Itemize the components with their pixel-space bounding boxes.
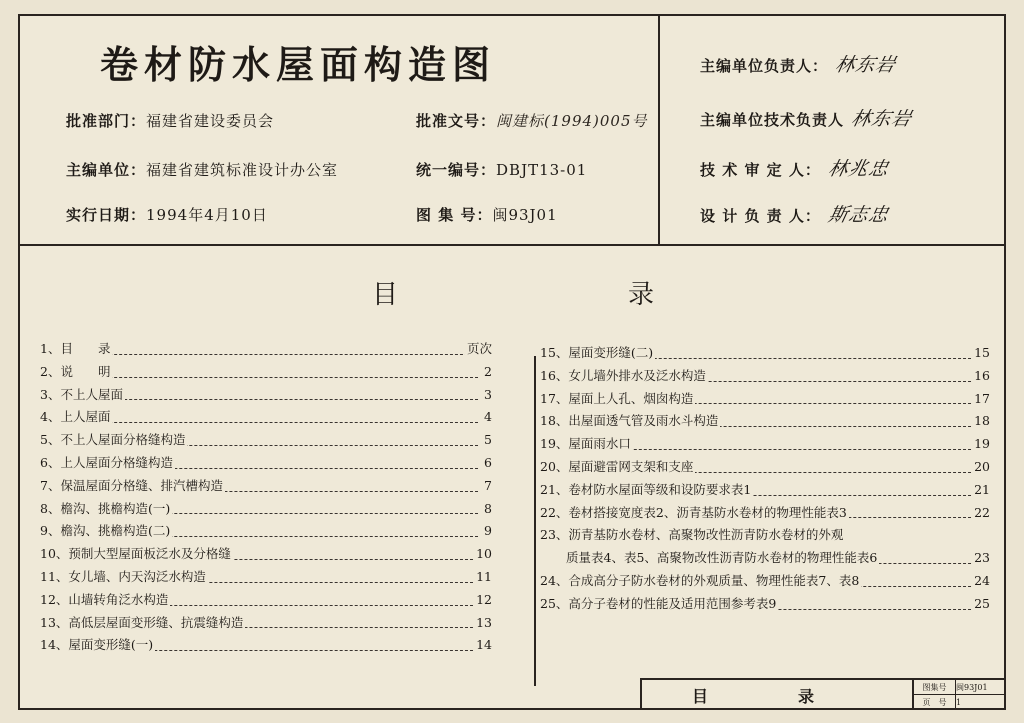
toc-item [540,524,990,547]
toc-item-page: 3 [482,384,492,407]
toc-item-page: 6 [482,452,492,475]
toc-item-title: 25、高分子卷材的性能及适用范围参考表9 [540,593,778,616]
toc-item [540,342,990,365]
toc-item-page: 22 [972,502,990,525]
footer-title: 目录 [692,687,905,706]
toc-item [540,547,990,570]
toc-item-title: 24、合成高分子防水卷材的外观质量、物理性能表7、表8 [540,570,861,593]
atlas-no: 闽93J01 [492,206,558,224]
leader-dots [54,377,478,378]
toc-item-page: 9 [482,520,492,543]
toc-item-page: 10 [474,543,492,566]
toc-item-page: 8 [482,498,492,521]
toc-item-page: 23 [972,547,990,570]
toc-item [40,338,492,361]
toc-item [540,570,990,593]
toc-item-page: 11 [474,566,492,589]
atlas-title: 卷材防水屋面构造图 [100,42,497,87]
toc-item-page: 15 [972,342,990,365]
toc-item-title: 6、上人屋面分格缝构造 [40,452,175,475]
toc-item-title: 5、不上人屋面分格缝构造 [40,429,187,452]
toc-item-title: 12、山墙转角泛水构造 [40,589,170,612]
toc-item [40,429,492,452]
signature-row: 技 术 审 定 人： 林兆忠 [700,154,889,181]
toc-item-title: 8、檐沟、挑檐构造(一) [40,498,172,521]
approval-doc-row: 批准文号：闽建标(1994)005号 [416,112,648,130]
toc-item [540,365,990,388]
toc-title-left: 目 [372,280,399,310]
toc-item [40,566,492,589]
toc-item-title: 14、屋面变形缝(一) [40,634,155,657]
toc-item-page: 24 [972,570,990,593]
signature: 斯志忠 [826,204,891,226]
effective-date-row: 实行日期：1994年4月10日 [66,206,268,224]
toc-item-page: 19 [972,433,990,456]
toc-item-title: 21、卷材防水屋面等级和设防要求表1 [540,479,753,502]
toc-item [540,593,990,616]
approval-dept-row: 批准部门：福建省建设委员会 [66,112,275,130]
effective-date: 1994年4月10日 [146,206,268,224]
footer-block [640,678,1004,710]
toc-item [40,475,492,498]
toc-item [540,410,990,433]
signature-row: 主编单位负责人： 林东岩 [700,50,896,77]
toc-item-page: 20 [972,456,990,479]
signature-row: 设 计 负 责 人： 斯志忠 [700,200,889,227]
unified-no-row: 统一编号：DBJT13-01 [416,161,588,179]
toc-item [40,612,492,635]
toc-item-title: 质量表4、表5、高聚物改性沥青防水卷材的物理性能表6 [566,547,879,570]
toc-item-page: 4 [482,406,492,429]
toc-item-title: 18、出屋面透气管及雨水斗构造 [540,410,720,433]
toc-item-page: 页次 [465,338,492,361]
toc-item-title: 16、女儿墙外排水及泛水构造 [540,365,708,388]
toc-item [40,589,492,612]
toc-item-title: 19、屋面雨水口 [540,433,633,456]
toc-item-title: 22、卷材搭接宽度表2、沥青基防水卷材的物理性能表3 [540,502,849,525]
toc-item-page: 12 [474,589,492,612]
signature: 林东岩 [849,108,915,130]
unified-no: DBJT13-01 [496,161,588,179]
toc-item-page: 5 [482,429,492,452]
toc-item-title: 7、保温屋面分格缝、排汽槽构造 [40,475,225,498]
column-divider [534,356,536,686]
toc-item-page: 18 [972,410,990,433]
toc-item-title: 23、沥青基防水卷材、高聚物改性沥青防水卷材的外观 [540,524,845,547]
toc-item [40,634,492,657]
toc-item [540,433,990,456]
toc-item [40,543,492,566]
toc-item-page: 17 [972,388,990,411]
editor-unit-row: 主编单位：福建省建筑标准设计办公室 [66,161,339,179]
toc-title-right: 录 [628,280,655,310]
toc-item-title: 17、屋面上人孔、烟囱构造 [540,388,695,411]
toc-left-column [40,338,492,657]
toc-item-page: 7 [482,475,492,498]
atlas-no-row: 图 集 号：闽93J01 [416,206,558,224]
toc-item [540,456,990,479]
toc-item-title: 10、预制大型屋面板泛水及分格缝 [40,543,233,566]
toc-item-page: 16 [972,365,990,388]
toc-item [40,361,492,384]
approval-dept: 福建省建设委员会 [146,112,275,130]
toc-item [40,498,492,521]
toc-item-title: 13、高低层屋面变形缝、抗震缝构造 [40,612,245,635]
signature: 林东岩 [833,54,899,76]
toc-item-title: 11、女儿墙、内天沟泛水构造 [40,566,208,589]
toc-item-title: 4、上人屋面 [40,406,112,429]
toc-item-title: 2、说 明 [40,361,112,384]
toc-item-page: 21 [972,479,990,502]
toc-item-page: 25 [972,593,990,616]
toc-item-title: 3、不上人屋面 [40,384,125,407]
title-block-left [20,16,660,244]
toc-item [540,388,990,411]
footer-table: 图集号 闽93J01 页 号 1 [912,680,1004,710]
editor-unit: 福建省建筑标准设计办公室 [146,161,339,179]
toc-item [40,406,492,429]
drawing-sheet [18,14,1006,710]
toc-item-page: 14 [474,634,492,657]
toc-item-title: 20、屋面避雷网支架和支座 [540,456,695,479]
leader-dots [54,422,478,423]
leader-dots [54,354,478,355]
toc-item [40,384,492,407]
toc-item-page: 2 [482,361,492,384]
toc-item-page: 13 [474,612,492,635]
toc-item [40,452,492,475]
toc-item [540,479,990,502]
signature-row: 主编单位技术负责人 林东岩 [700,104,912,131]
toc-item-title: 9、檐沟、挑檐构造(二) [40,520,172,543]
toc-item-title: 15、屋面变形缝(二) [540,342,655,365]
toc-item-title: 1、目 录 [40,338,112,361]
approval-doc: 闽建标(1994)005号 [496,112,648,130]
signature: 林兆忠 [826,158,891,180]
toc-item [40,520,492,543]
toc-right-column [540,342,990,616]
toc-item [540,502,990,525]
